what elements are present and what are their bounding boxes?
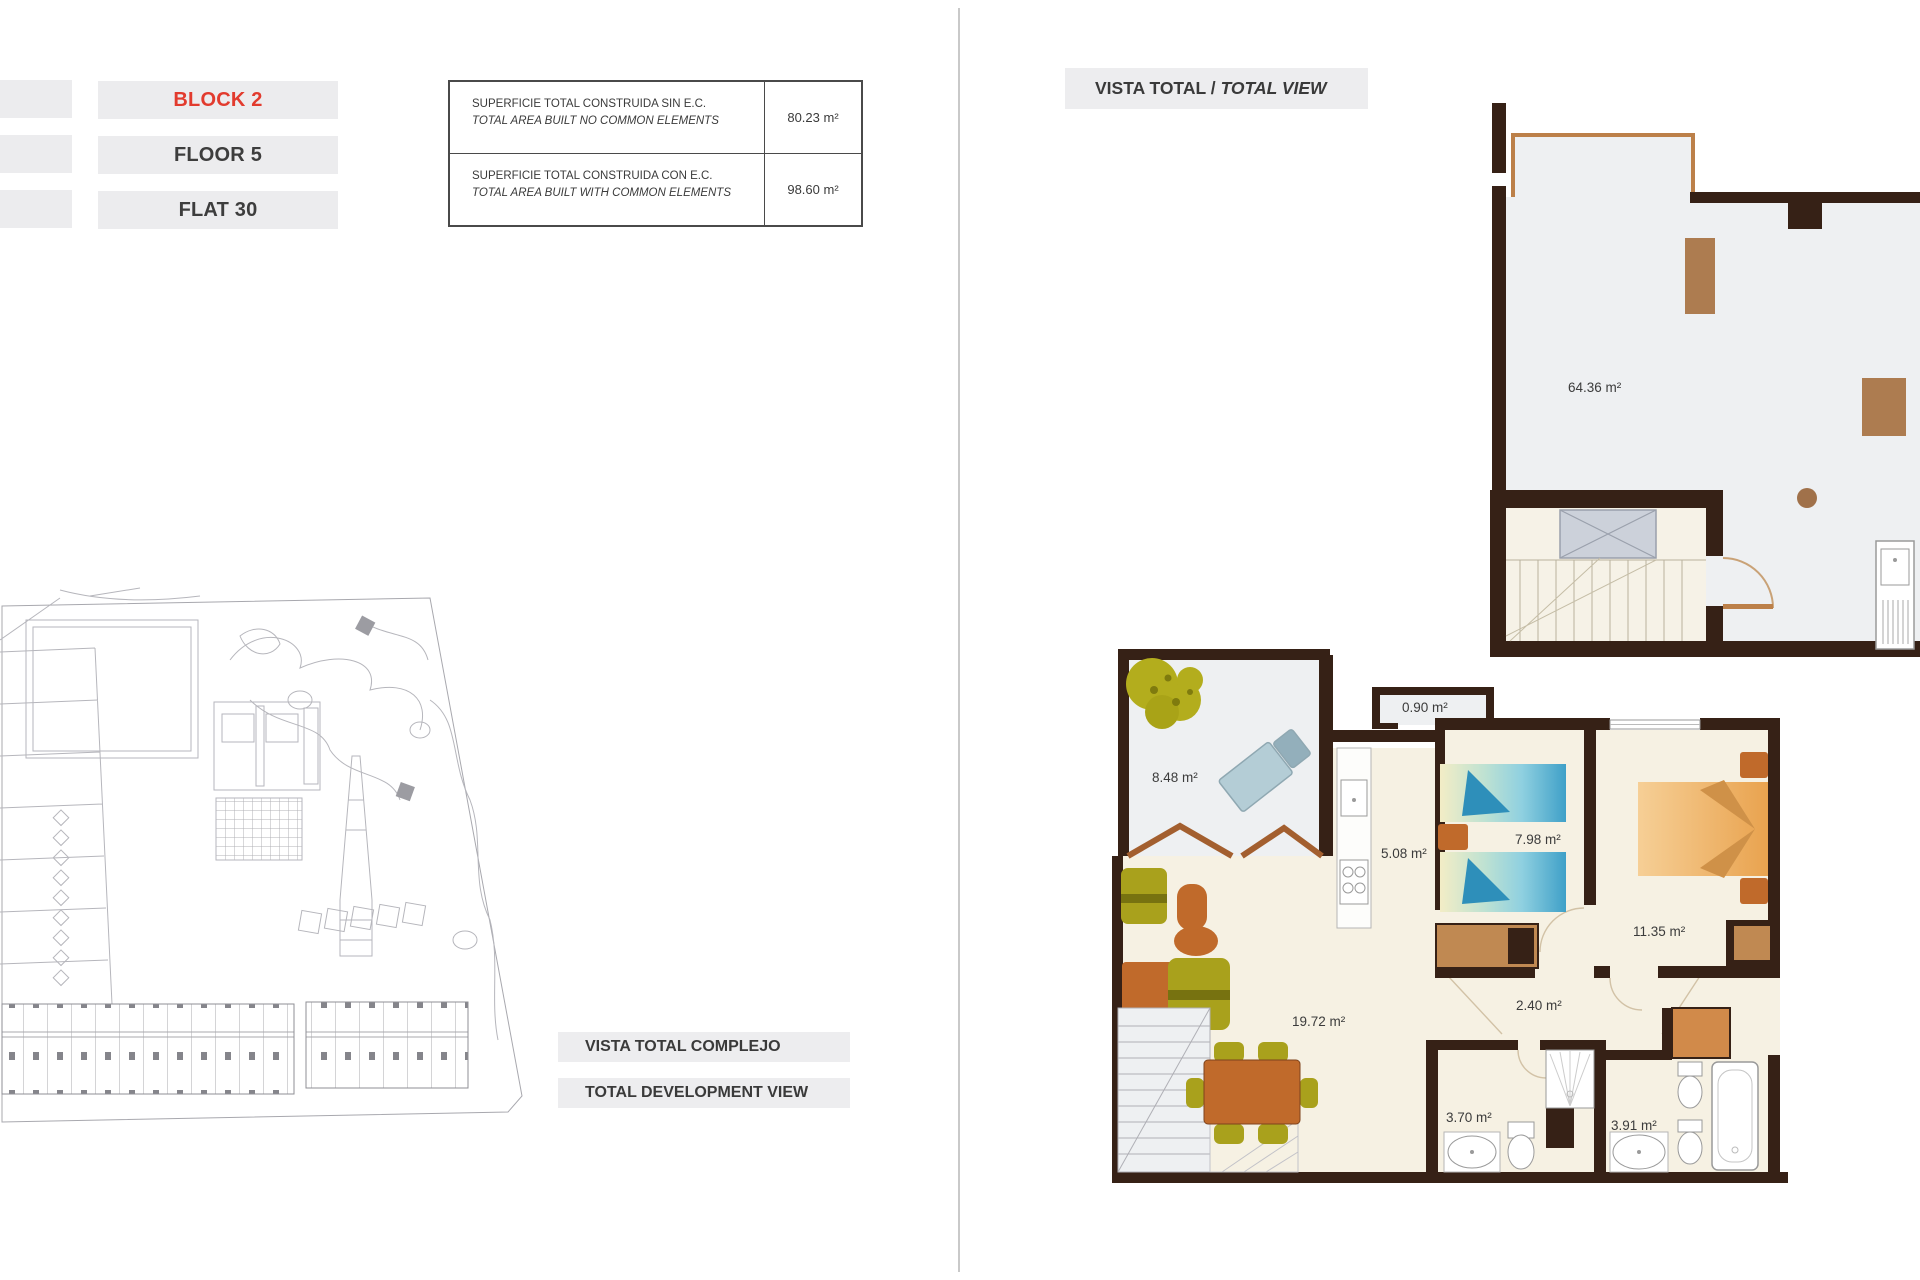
room-area-label-bedroom-main: 11.35 m² (1633, 924, 1686, 939)
area-value-cell: 98.60 m² (764, 154, 861, 225)
area-label-es: SUPERFICIE TOTAL CONSTRUIDA SIN E.C. (472, 98, 707, 110)
room-area-label-closet: 0.90 m² (1402, 700, 1448, 715)
area-label-es: SUPERFICIE TOTAL CONSTRUIDA CON E.C. (472, 170, 713, 182)
floor-selector: FLOOR 5 (98, 136, 338, 174)
room-area-label-roof-terrace: 64.36 m² (1568, 380, 1622, 395)
room-area-label-bathroom-small: 3.70 m² (1446, 1110, 1492, 1125)
room-area-label-kitchen: 5.08 m² (1381, 846, 1427, 861)
kitchen-fixtures (1337, 748, 1371, 928)
site-plan-caption-es: VISTA TOTAL COMPLEJO (558, 1032, 850, 1062)
area-label-en: TOTAL AREA BUILT NO COMMON ELEMENTS (472, 115, 719, 127)
room-area-label-living: 19.72 m² (1292, 1014, 1346, 1029)
block-selector: BLOCK 2 (98, 81, 338, 119)
apartment-graphics (1112, 649, 1788, 1183)
header-es: VISTA TOTAL / (1095, 78, 1216, 98)
room-area-label-hallway: 2.40 m² (1516, 998, 1562, 1013)
area-value-cell: 80.23 m² (764, 82, 861, 153)
flat-selector: FLAT 30 (98, 191, 338, 229)
room-area-label-bathroom-main: 3.91 m² (1611, 1118, 1657, 1133)
header-en: TOTAL VIEW (1220, 78, 1327, 98)
shower (1546, 1050, 1594, 1108)
site-plan-caption-en: TOTAL DEVELOPMENT VIEW (558, 1078, 850, 1108)
room-area-label-bedroom-small: 7.98 m² (1515, 832, 1561, 847)
area-label-en: TOTAL AREA BUILT WITH COMMON ELEMENTS (472, 187, 731, 199)
hall-wardrobe (1672, 1008, 1730, 1058)
room-area-label-terrace: 8.48 m² (1152, 770, 1198, 785)
